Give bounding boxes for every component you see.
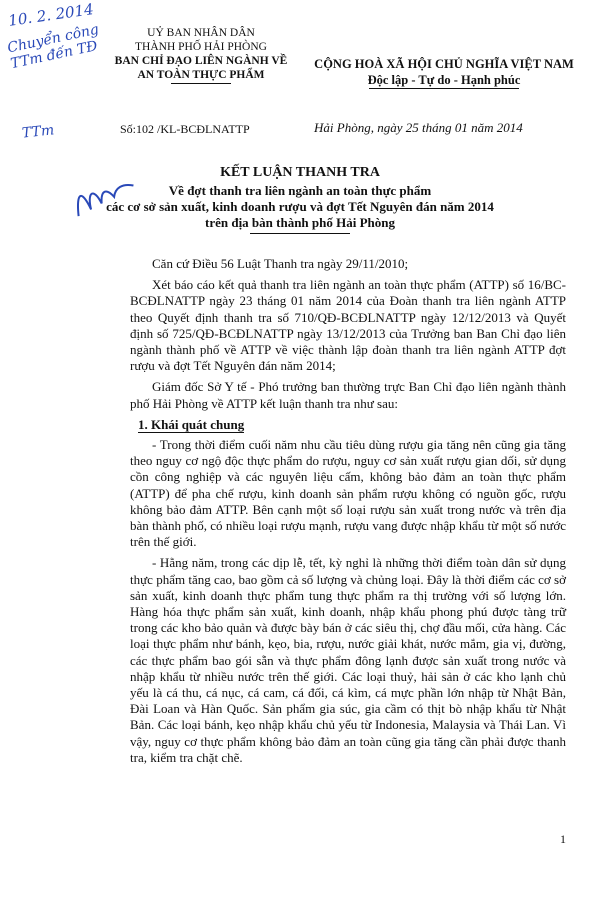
motto-underline (369, 88, 519, 89)
paragraph-report-reference: Xét báo cáo kết quả thanh tra liên ngành an toàn thực phẩm (ATTP) số 16/BC-BCĐLNATTP ngày 23 tháng 01 năm 2014 của Đoàn thanh tra liên ngành ATTP theo Quyết định thanh tra số 710/QĐ-BCĐLNATTP ngày 12/12/2013 và Quyết định số 725/QĐ-BCĐLNATTP ngày 13/12/2013 của Trưởng ban Ban Chỉ đạo liên ngành thành phố về ATTP về việc thành lập đoàn thanh tra liên ngành ATTP đợt rượu và đợt Tết Nguyên đán năm 2014; (130, 277, 566, 374)
national-motto: Độc lập - Tự do - Hạnh phúc (367, 73, 521, 87)
agency-line-2: THÀNH PHỐ HẢI PHÒNG (135, 41, 267, 53)
document-subtitle-1: Về đợt thanh tra liên ngành an toàn thực phẩm (168, 183, 432, 198)
document-subtitle-3: trên địa bàn thành phố Hải Phòng (204, 215, 395, 230)
paragraph-overview-2: - Hằng năm, trong các dịp lễ, tết, kỳ nghỉ là những thời điểm toàn dân sử dụng thực phẩm tăng cao, bao gồm cả số lượng và chủng loại. Đây là thời điểm các cơ sở sản xuất, kinh doanh thực phẩm tung thực phẩm ra thị trường với số lượng lớn. Hàng hóa thực phẩm sản xuất, kinh doanh, nhập khẩu phong phú được tàng trữ trong các kho bảo quản và được bày bán ở các siêu thị, chợ đầu mối, cửa hàng. Các loại thực phẩm như bánh, kẹo, bia, rượu, nước giải khát, nước mắm, gia vị, đường, các thực phẩm bao gói sẵn và thực phẩm đông lạnh được sản xuất trong nước và nhập khẩu từ nhiều nước trên thế giới. Các loại thuỷ, hải sản ở các kho lạnh chủ yếu là cá thu, cá nục, cá cam, cá đối, cá kìm, cá mực phần lớn nhập từ Nhật Bản, Đài Loan và Hàn Quốc. Sản phẩm gia súc, gia cầm có thịt bò nhập khẩu từ Nhật Bản. Các loại bánh, kẹo nhập khẩu chủ yếu từ Indonesia, Malaysia và Thái Lan. Vì vậy, nguy cơ thực phẩm không bảo đảm an toàn cũng gia tăng cần phải được thanh tra, kiểm tra chặt chẽ. (130, 555, 566, 765)
handwritten-forward-note: Chuyển công TTm đến TĐ (5, 21, 101, 73)
page-number: 1 (560, 832, 566, 846)
section-heading-1 (138, 417, 566, 433)
agency-header (96, 26, 306, 84)
agency-line-4: AN TOÀN THỰC PHẨM (137, 69, 265, 81)
national-title: CỘNG HOÀ XÃ HỘI CHỦ NGHĨA VIỆT NAM (314, 57, 574, 71)
handwritten-initials: TTm (21, 122, 55, 142)
document-reference-number: Số:102 /KL-BCĐLNATTP (120, 122, 250, 136)
document-subtitle-2: các cơ sở sản xuất, kinh doanh rượu và đợt Tết Nguyên đán năm 2014 (106, 199, 494, 214)
paragraph-conclusion-intro: Giám đốc Sở Y tế - Phó trưởng ban thường trực Ban Chỉ đạo liên ngành thành phố Hải Phòng về ATTP kết luận thanh tra như sau: (130, 379, 566, 411)
issue-date: Hải Phòng, ngày 25 tháng 01 năm 2014 (314, 120, 523, 135)
document-body (130, 256, 566, 771)
handwritten-date-note: 10. 2. 2014 (7, 0, 95, 30)
paragraph-legal-basis: Căn cứ Điều 56 Luật Thanh tra ngày 29/11/2010; (152, 256, 409, 271)
section-heading-1-text: 1. Khái quát chung (138, 416, 245, 432)
paragraph-overview-1: - Trong thời điểm cuối năm nhu cầu tiêu dùng rượu gia tăng nên cũng gia tăng theo nguy cơ ngộ độc thực phẩm do rượu, nguy cơ sản xuất rượu gian dối, sử dụng cồn công nghiệp và các nguyên liệu cấm, không bảo đảm an toàn thực phẩm (ATTP) để pha chế rượu, kinh doanh sản phẩm rượu không có nguồn gốc, rượu không bảo đảm ATTP. Bên cạnh một số loại rượu sản xuất trong nước và trên địa bàn thành phố, có nhiều loại rượu mạnh, rượu vang được nhập khẩu từ một số nước trên thế giới. (130, 437, 566, 550)
document-title-block (0, 165, 600, 234)
agency-line-1: UỶ BAN NHÂN DÂN (147, 27, 255, 39)
agency-underline (171, 83, 231, 84)
national-header (296, 56, 592, 89)
title-underline (250, 233, 350, 234)
document-title: KẾT LUẬN THANH TRA (220, 165, 380, 180)
agency-line-3: BAN CHỈ ĐẠO LIÊN NGÀNH VỀ (114, 55, 288, 67)
